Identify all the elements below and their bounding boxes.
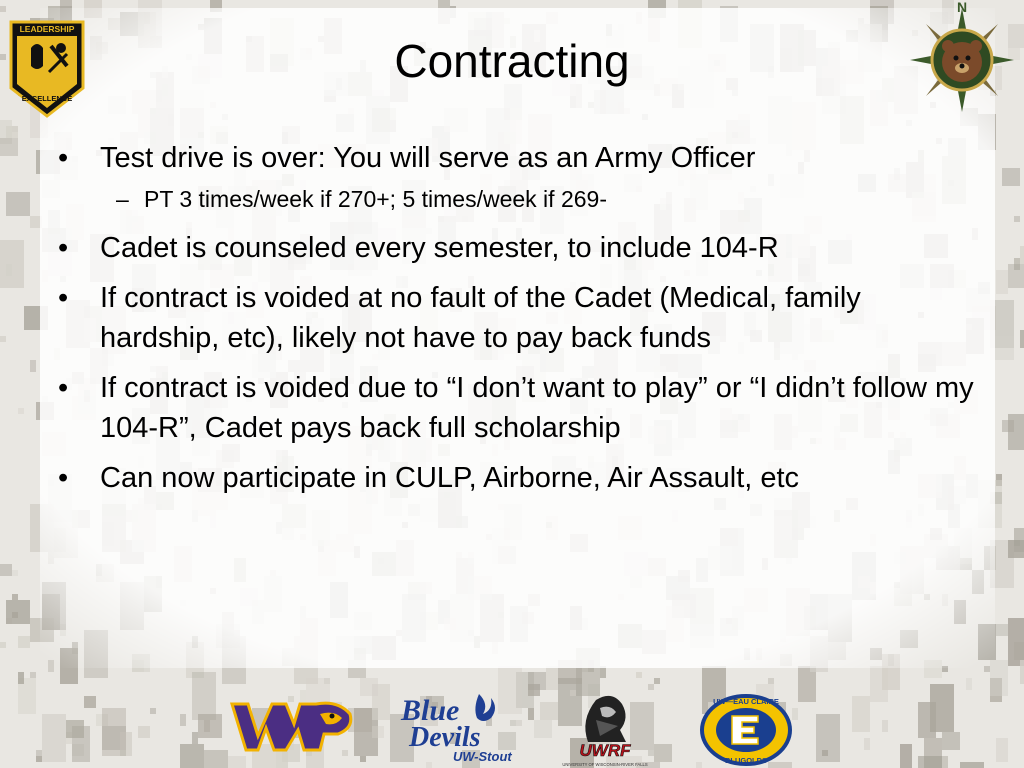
bullet-text: If contract is voided at no fault of the Cadet (Medical, family hardship, etc), likely not have to pay back funds bbox=[100, 282, 861, 354]
bullet-marker: • bbox=[58, 462, 69, 494]
rotc-top-text: LEADERSHIP bbox=[19, 24, 75, 34]
uwrf-text: UWRF bbox=[579, 741, 631, 760]
slide-title: Contracting bbox=[394, 35, 630, 87]
blue-devils-line1: Blue bbox=[401, 694, 460, 727]
uwec-letter: E bbox=[745, 736, 747, 737]
blue-devils-line2: Devils bbox=[409, 722, 481, 753]
dash-marker: – bbox=[116, 186, 129, 212]
uw-eau-claire-blugolds-logo bbox=[698, 692, 794, 768]
uwrf-falcon-logo bbox=[560, 690, 650, 768]
rotc-bottom-text: EXCELLENCE bbox=[21, 94, 73, 103]
compass-north-letter: N bbox=[956, 0, 968, 15]
blue-devils-line3: UW-Stout bbox=[453, 749, 512, 764]
bullet-item bbox=[58, 138, 988, 178]
blue-devils-uw-stout-logo bbox=[395, 690, 531, 764]
bullet-text: Cadet is counseled every semester, to include 104-R bbox=[100, 232, 779, 264]
bullet-text: Can now participate in CULP, Airborne, Air Assault, etc bbox=[100, 462, 800, 494]
bullet-item bbox=[58, 228, 988, 268]
uw-platteville-logo bbox=[228, 694, 356, 756]
bullet-item bbox=[58, 278, 988, 358]
bullet-item bbox=[58, 368, 988, 448]
uwrf-small-text: UNIVERSITY OF WISCONSIN-RIVER FALLS bbox=[562, 762, 648, 767]
sub-bullet-item bbox=[58, 184, 988, 214]
bullet-marker: • bbox=[58, 372, 69, 404]
bullet-marker: • bbox=[58, 142, 69, 174]
bullet-marker: • bbox=[58, 282, 69, 314]
bullet-list bbox=[58, 138, 988, 508]
bullet-marker: • bbox=[58, 232, 69, 264]
uwec-top-text: UW—EAU CLAIRE bbox=[713, 697, 779, 706]
uwec-bottom-text: BLUGOLDS bbox=[724, 756, 768, 765]
bullet-text: PT 3 times/week if 270+; 5 times/week if 269- bbox=[144, 186, 607, 212]
bullet-text: If contract is voided due to “I don’t want to play” or “I didn’t follow my 104-R”, Cadet pays back full scholarship bbox=[100, 372, 974, 444]
bullet-text: Test drive is over: You will serve as an Army Officer bbox=[100, 142, 756, 174]
bullet-item bbox=[58, 458, 988, 498]
